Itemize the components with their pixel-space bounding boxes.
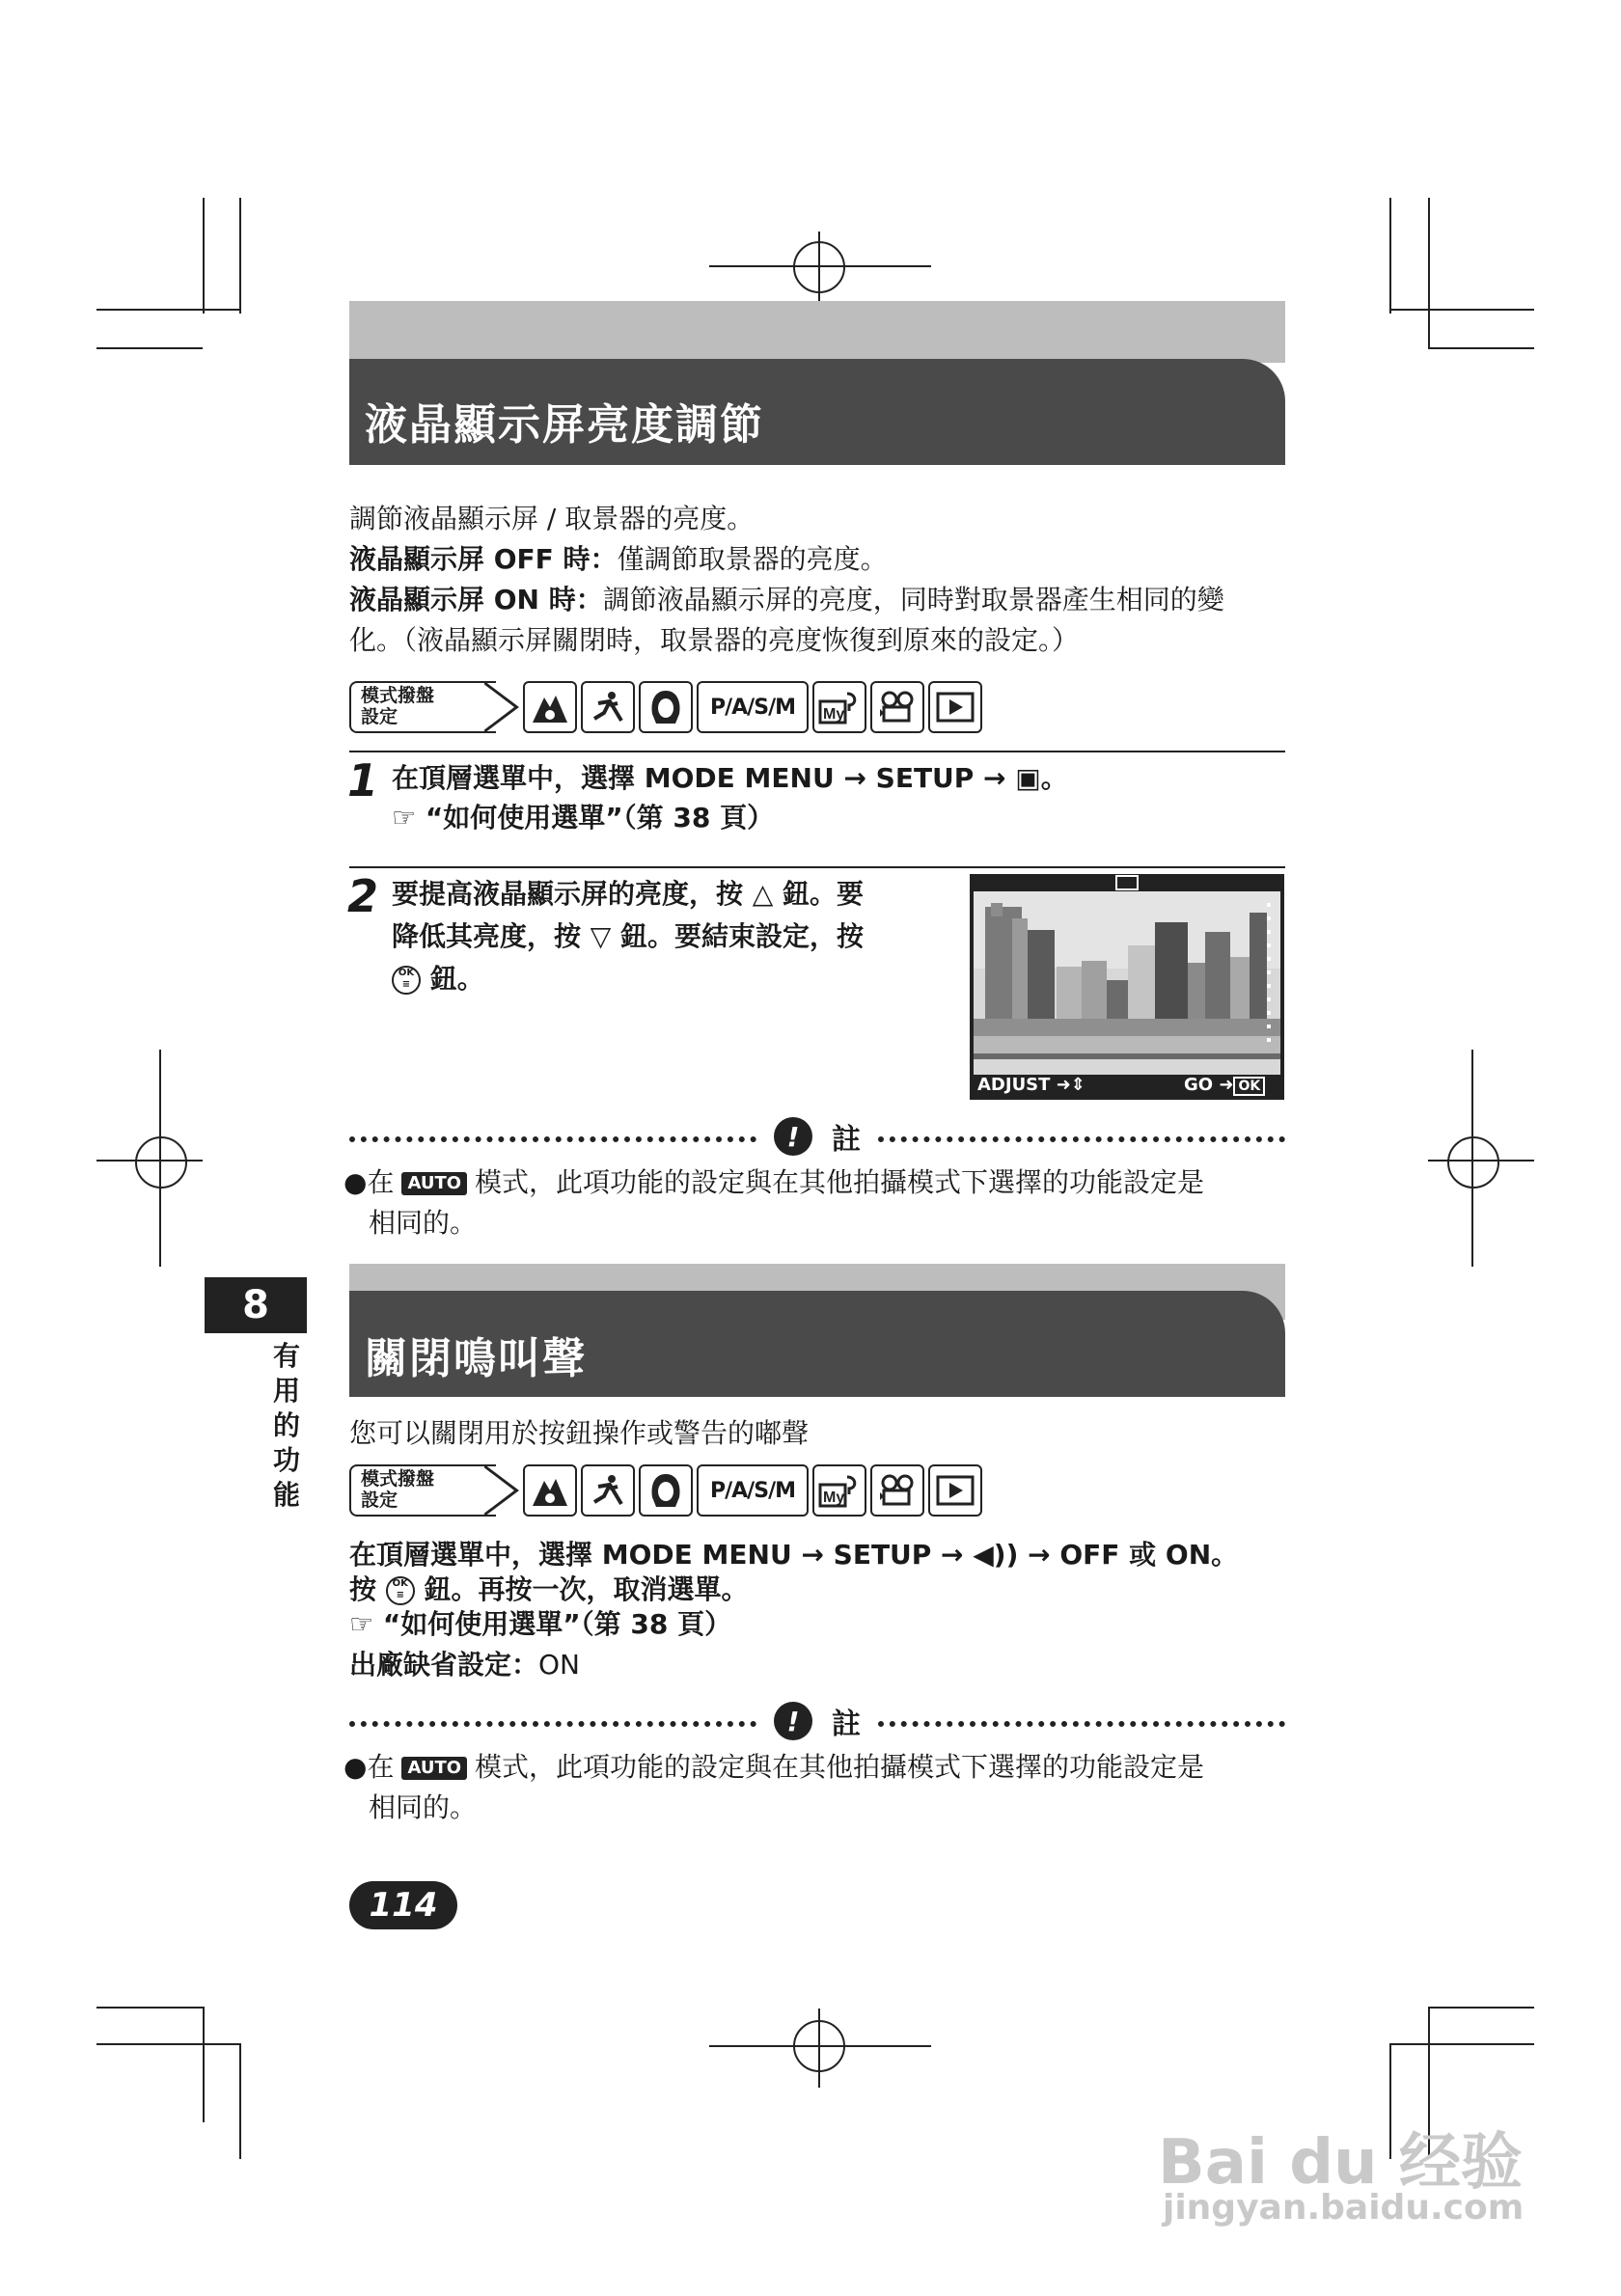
crop-mark <box>1428 198 1430 347</box>
off-label: 液晶顯示屏 OFF 時： <box>349 543 618 575</box>
divider <box>349 751 1285 752</box>
note-heading <box>774 1700 861 1742</box>
step1-reference <box>392 797 774 839</box>
playback-icon <box>928 681 982 733</box>
crop-mark <box>96 2007 203 2009</box>
adjust-arrow-icon: ➜⇕ <box>1050 1075 1085 1095</box>
playback-icon <box>928 1464 982 1517</box>
note-body <box>343 1163 1204 1202</box>
sec2-line1: 在頂層選單中，選擇 MODE MENU → SETUP → ◀)) → OFF 或 ON。 <box>349 1539 1239 1571</box>
crop-mark <box>1428 347 1534 349</box>
step2-line2: 降低其亮度，按 ▽ 鈕。要結束設定，按 <box>392 920 865 952</box>
crop-mark <box>1389 2043 1534 2045</box>
go-arrow-icon: ➜ <box>1213 1075 1234 1095</box>
registration-circle <box>135 1136 187 1189</box>
mode-dial-label <box>349 1464 523 1517</box>
section-header-band <box>349 301 1285 363</box>
mode-label-line1: 模式撥盤 <box>361 685 435 706</box>
movie-icon <box>870 681 924 733</box>
note-divider <box>349 1117 1285 1156</box>
portrait-icon <box>639 1464 693 1517</box>
note-text-1: 模式，此項功能的設定與在其他拍攝模式下選擇的功能設定是 <box>475 1166 1205 1198</box>
chapter-label <box>272 1339 301 1513</box>
sports-icon <box>581 1464 635 1517</box>
chapter-char: 功 <box>272 1444 300 1476</box>
go-text: GO <box>1184 1075 1214 1095</box>
registration-circle <box>793 241 845 293</box>
movie-icon <box>870 1464 924 1517</box>
note-icon: ! <box>774 1702 812 1740</box>
dotted-line <box>349 1136 756 1142</box>
sec2-ref-text: “如何使用選單”（第 38 頁） <box>382 1608 732 1640</box>
dotted-line <box>349 1721 756 1727</box>
intro-text: 調節液晶顯示屏 / 取景器的亮度。 <box>349 503 755 534</box>
crop-mark <box>1389 309 1534 311</box>
registration-circle <box>1447 1136 1499 1189</box>
sec2-line4 <box>349 1644 580 1686</box>
city-skyline-image <box>970 874 1284 1100</box>
sports-icon <box>581 681 635 733</box>
section-title: 關閉鳴叫聲 <box>365 1334 587 1383</box>
default-setting-value: ON <box>538 1649 580 1681</box>
svg-text:My: My <box>823 1490 845 1506</box>
mode-label-line1: 模式撥盤 <box>361 1468 435 1490</box>
step1-ref-text: “如何使用選單”（第 38 頁） <box>425 802 775 834</box>
pointing-hand-icon: ☞ <box>392 802 417 834</box>
step2-line1: 要提高液晶顯示屏的亮度，按 △ 鈕。要 <box>392 878 865 910</box>
crop-mark <box>96 309 239 311</box>
section-title: 液晶顯示屏亮度調節 <box>365 400 764 450</box>
intro-text: 您可以關閉用於按鈕操作或警告的嘟聲 <box>349 1417 810 1449</box>
crop-mark <box>96 2043 241 2045</box>
note-text-1: 模式，此項功能的設定與在其他拍攝模式下選擇的功能設定是 <box>475 1751 1205 1783</box>
note-title: 註 <box>832 1123 861 1157</box>
svg-text:My: My <box>823 706 845 723</box>
sec2-line2-b: 鈕。再按一次，取消選單。 <box>424 1573 749 1605</box>
ok-button-icon: OK ≡ <box>386 1576 415 1605</box>
chapter-char: 有 <box>272 1340 300 1372</box>
step2-line3 <box>392 958 484 1000</box>
step1-text: 在頂層選單中，選擇 MODE MENU → SETUP → ▣。 <box>392 762 1068 794</box>
note-title: 註 <box>832 1708 861 1741</box>
screen-adjust-label <box>977 1075 1085 1095</box>
pasm-mode: P/A/S/M <box>697 1464 809 1517</box>
note-heading <box>774 1115 861 1158</box>
sec2-line2-a: 按 <box>349 1573 377 1605</box>
bullet-icon: ● <box>343 1751 368 1783</box>
registration-circle <box>793 2020 845 2072</box>
pasm-mode: P/A/S/M <box>697 681 809 733</box>
crop-mark <box>203 198 205 314</box>
page-number: 114 <box>349 1881 457 1929</box>
step-number: 2 <box>347 870 379 922</box>
adjust-text: ADJUST <box>977 1075 1051 1095</box>
chapter-number: 8 <box>205 1277 307 1333</box>
watermark-url: jingyan.baidu.com <box>1163 2188 1525 2228</box>
note-text-2: 相同的。 <box>369 1207 478 1239</box>
crop-mark <box>203 2007 205 2122</box>
crop-mark <box>96 347 203 349</box>
note-prefix: 在 <box>367 1166 395 1198</box>
crop-mark <box>239 198 241 314</box>
step-number: 1 <box>347 754 379 806</box>
note-text-2: 相同的。 <box>369 1791 478 1823</box>
crop-mark <box>239 2043 241 2159</box>
note-prefix: 在 <box>367 1751 395 1783</box>
ok-text: OK <box>1233 1077 1265 1096</box>
chapter-char: 的 <box>272 1409 300 1441</box>
mode-label-line2: 設定 <box>361 1490 398 1511</box>
divider <box>349 866 1285 868</box>
off-text: 僅調節取景器的亮度。 <box>617 543 888 575</box>
note-divider <box>349 1702 1285 1740</box>
scene-icon <box>523 681 577 733</box>
step2-line3-text: 鈕。 <box>429 963 484 995</box>
crop-mark <box>1428 2007 1534 2009</box>
off-description <box>349 540 888 579</box>
screen-go-label <box>1184 1075 1265 1095</box>
chapter-char: 能 <box>272 1479 300 1511</box>
mode-label-line2: 設定 <box>361 706 398 727</box>
auto-mode-badge: AUTO <box>401 1172 467 1195</box>
dotted-line <box>878 1136 1285 1142</box>
scene-icon <box>523 1464 577 1517</box>
chapter-char: 用 <box>272 1375 300 1407</box>
default-setting-label: 出廠缺省設定： <box>349 1649 539 1681</box>
note-icon: ! <box>774 1117 812 1156</box>
sec2-line3 <box>349 1603 731 1646</box>
portrait-icon <box>639 681 693 733</box>
note-body <box>343 1748 1204 1787</box>
auto-mode-badge: AUTO <box>401 1757 467 1780</box>
on-text-1: 調節液晶顯示屏的亮度，同時對取景器產生相同的變 <box>602 584 1224 615</box>
mode-dial-bar <box>349 1464 986 1517</box>
ok-button-icon: OK ≡ <box>392 966 421 995</box>
on-description <box>349 581 1295 619</box>
camera-lcd-screen <box>970 874 1284 1100</box>
my-mode-icon <box>812 681 866 733</box>
my-mode-icon <box>812 1464 866 1517</box>
crop-mark <box>1389 198 1391 314</box>
mode-dial-label <box>349 681 523 733</box>
bullet-icon: ● <box>343 1166 368 1198</box>
on-label: 液晶顯示屏 ON 時： <box>349 584 603 615</box>
pointing-hand-icon: ☞ <box>349 1608 374 1640</box>
on-text-2: 化。（液晶顯示屏關閉時，取景器的亮度恢復到原來的設定。） <box>349 624 1080 656</box>
mode-dial-bar <box>349 681 986 733</box>
dotted-line <box>878 1721 1285 1727</box>
watermark-brand: Bai du 经验 <box>1158 2127 1523 2199</box>
